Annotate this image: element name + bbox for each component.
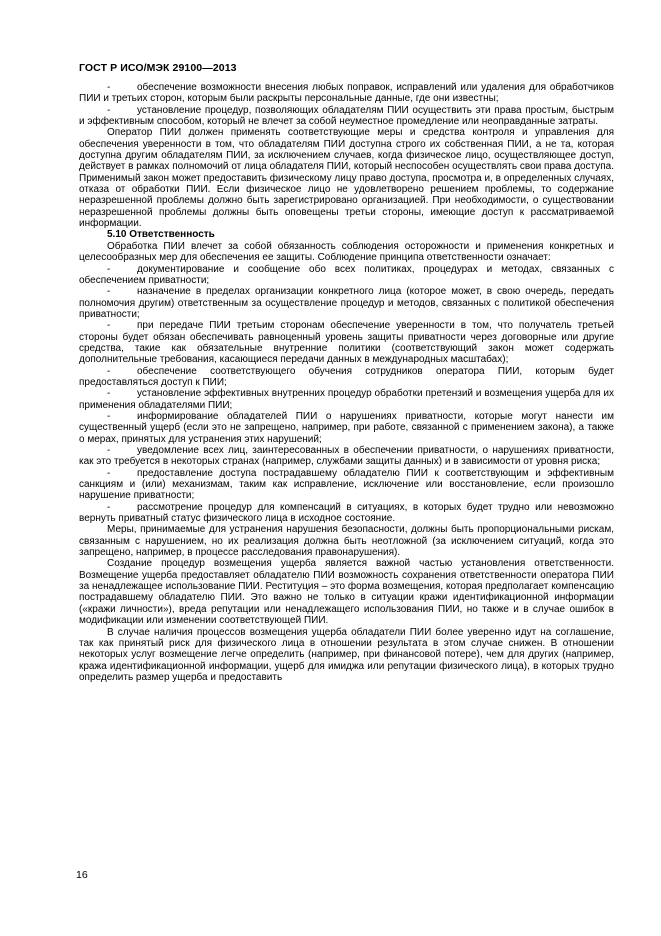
list-dash: - <box>107 388 111 400</box>
list-dash: - <box>107 263 111 275</box>
list-item-text: при передаче ПИИ третьим сторонам обеспечение уверенности в том, что получатель третьей стороны будет обязан обеспечивать равноценный уровень защиты приватности через договорные или другие средства, такие как обязательные внутренние политики (соответствующий закон может содержать дополнительные требования, касающиеся передачи данных в международных масштабах); <box>79 320 614 366</box>
list-item <box>79 286 614 320</box>
list-dash: - <box>107 501 111 513</box>
list-item <box>79 264 614 287</box>
list-dash: - <box>107 467 111 479</box>
body-paragraph: Создание процедур возмещения ущерба является важной частью установления ответственности. Возмещение ущерба предоставляет обладателю ПИИ возможность сохранения ответственности оператора ПИИ за ненадлежащее использование ПИИ. Реституция – это форма возмещения, которая предполагает компенсацию пострадавшему обладателю ПИИ. Это важно не только в ситуации кражи идентификационной информации («кражи личности»), вреда репутации или ненадлежащего использования ПИИ, но также и в случае ошибок в модификации или изменении соответствующей ПИИ. <box>79 558 614 627</box>
list-item-text: уведомление всех лиц, заинтересованных в обеспечении приватности, о нарушениях приватности, как это требуется в некоторых странах (например, службами защиты данных) и в зависимости от уровня риска; <box>79 445 614 468</box>
list-dash: - <box>107 410 111 422</box>
list-item-text: назначение в пределах организации конкретного лица (которое может, в свою очередь, передать полномочия другим) ответственным за осуществление процедур и методов, связанных с политикой обеспечения приватности; <box>79 286 614 320</box>
list-item-text: информирование обладателей ПИИ о нарушениях приватности, которые могут нанести им существенный ущерб (если это не запрещено, например, при работе, связанной с применением закона), а также о мерах, принятых для устранения этих нарушений; <box>79 410 614 445</box>
body-paragraph: Меры, принимаемые для устранения нарушения безопасности, должны быть пропорциональными рискам, связанным с нарушением, но их реализация должна быть неотложной (за исключением ситуаций, когда это запрещено, например, в процессе расследования правонарушения). <box>79 524 614 559</box>
list-item <box>79 82 614 105</box>
page-number: 16 <box>76 869 88 881</box>
document-body <box>79 82 614 683</box>
list-item <box>79 105 614 128</box>
list-dash: - <box>107 286 111 298</box>
section-heading: 5.10 Ответственность <box>107 229 215 241</box>
list-item <box>79 366 614 389</box>
list-item <box>79 502 614 525</box>
list-dash: - <box>107 445 111 456</box>
list-dash: - <box>107 365 111 377</box>
list-item-text: обеспечение возможности внесения любых поправок, исправлений или удаления для обработчиков ПИИ и третьих сторон, которым были раскрыты персональные данные, где они известны; <box>79 82 614 105</box>
document-header: ГОСТ Р ИСО/МЭК 29100—2013 <box>79 62 237 74</box>
body-paragraph: Оператор ПИИ должен применять соответствующие меры и средства контроля и управления для обеспечения уверенности в том, что обладателям ПИИ доступна строго их собственная ПИИ, а не та, которая доступна другим обладателям ПИИ, за исключением случаев, когда физическое лицо, осуществляющее доступ, действует в рамках полномочий от лица обладателя ПИИ, который неспособен осуществлять свои права доступа. Применимый закон может предоставить физическому лицу право доступа, просмотра и, в определенных случаях, отказа от обработки ПИИ. Если физическое лицо не удовлетворено решением проблемы, то содержание неразрешенной проблемы должно быть зарегистрировано организацией. При необходимости, о существовании неразрешенной проблемы должны быть оповещены третьи стороны, имеющие доступ к рассматриваемой информации. <box>79 127 614 230</box>
list-item-text: предоставление доступа пострадавшему обладателю ПИИ к соответствующим и эффективным санкциям и (или) механизмам, таким как исправление, исключение или восстановление, если произошло нарушение приватности; <box>79 467 614 502</box>
list-item <box>79 468 614 502</box>
list-item <box>79 445 614 468</box>
list-item <box>79 411 614 445</box>
body-paragraph: В случае наличия процессов возмещения ущерба обладатели ПИИ более уверенно идут на соглашение, так как принятый риск для физического лица в отношении результата в этом случае снижен. В отношении некоторых услуг возмещение легче определить (например, при финансовой потере), чем для других (например, кража идентификационной информации, ущерб для имиджа или репутации физического лица), в которых трудно определить размер ущерба и предоставить <box>79 626 614 683</box>
list-item-text: обеспечение соответствующего обучения сотрудников оператора ПИИ, которым будет предоставляться доступ к ПИИ; <box>79 365 614 388</box>
list-item-text: документирование и сообщение обо всех политиках, процедурах и методах, связанных с обеспечением приватности; <box>79 263 614 286</box>
list-item-text: установление процедур, позволяющих обладателям ПИИ осуществить эти права простым, быстрым и эффективным способом, который не влечет за собой неуместное промедление или неоправданные затраты. <box>79 104 614 128</box>
list-item-text: установление эффективных внутренних процедур обработки претензий и возмещения ущерба для их применения обладателями ПИИ; <box>79 388 614 411</box>
list-item <box>79 388 614 411</box>
list-dash: - <box>107 82 111 93</box>
list-item-text: рассмотрение процедур для компенсаций в ситуациях, в которых будет трудно или невозможно вернуть приватный статус физического лица в исходное состояние. <box>79 501 614 525</box>
list-item <box>79 320 614 365</box>
list-dash: - <box>107 104 111 116</box>
list-dash: - <box>107 320 111 332</box>
body-paragraph: Обработка ПИИ влечет за собой обязанность соблюдения осторожности и применения конкретных и целесообразных мер для обеспечения ее защиты. Соблюдение принципа ответственности означает: <box>79 240 614 264</box>
